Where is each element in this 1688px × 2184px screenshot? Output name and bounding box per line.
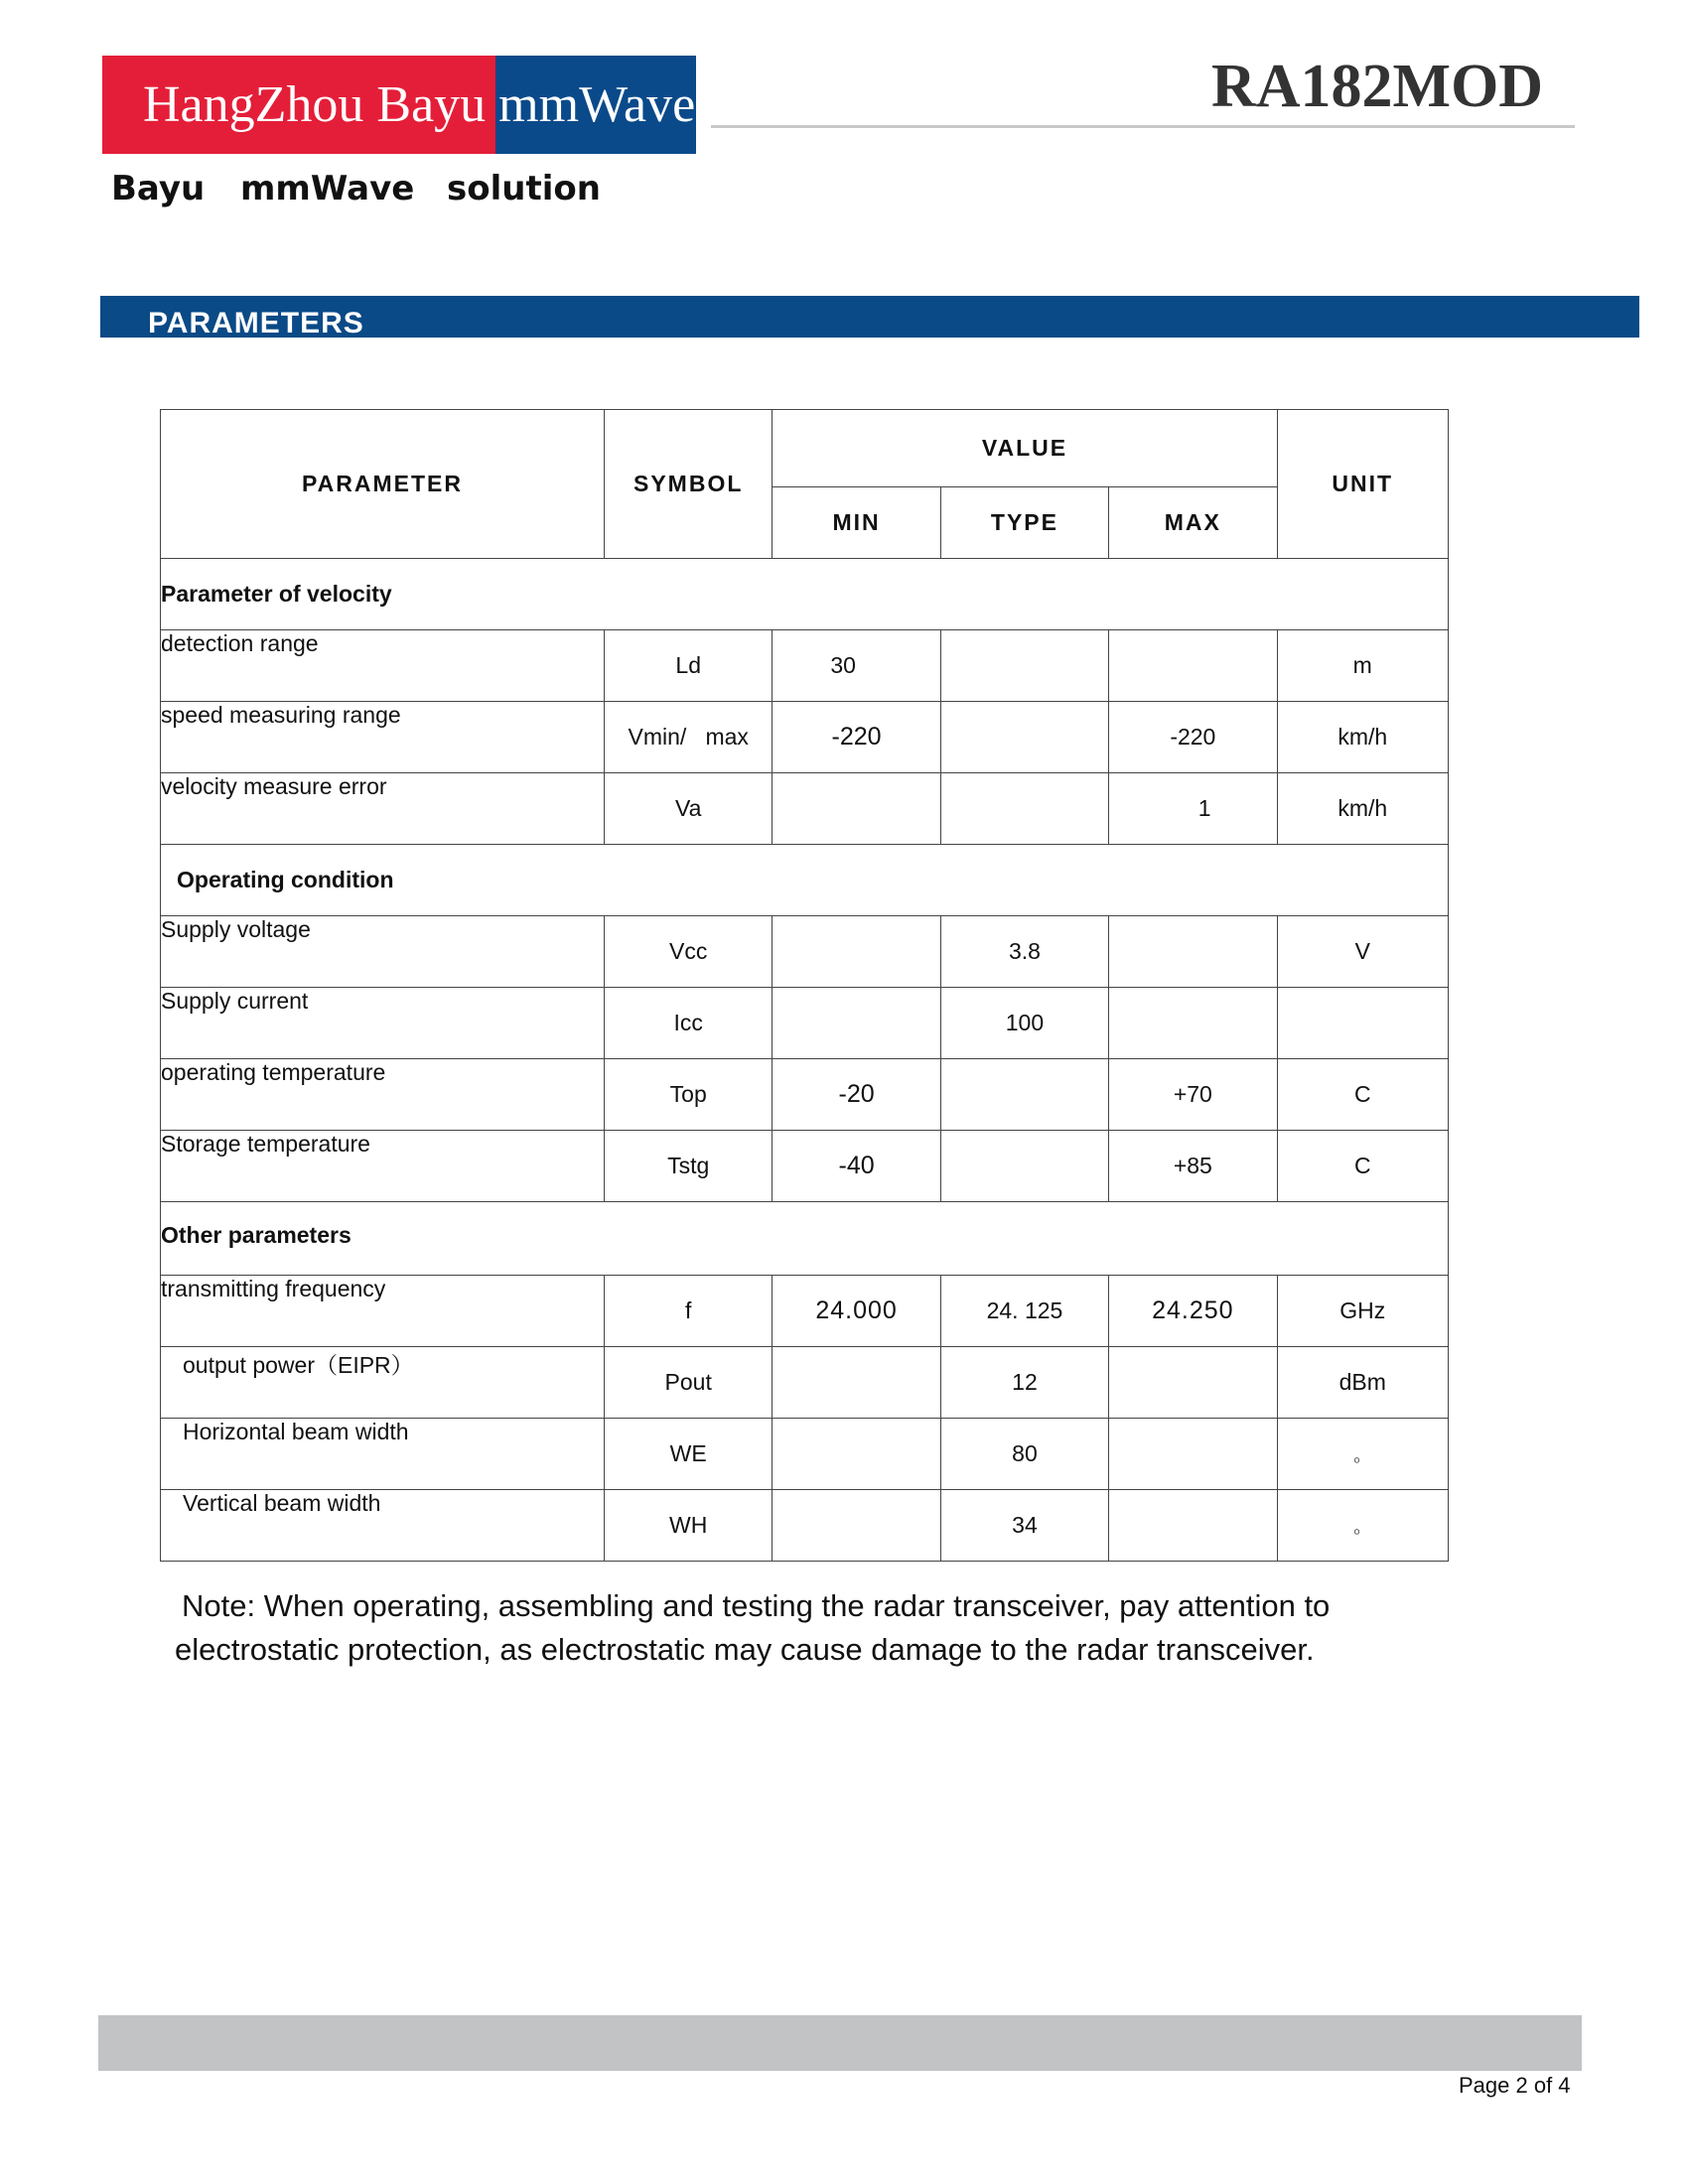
- row-symbol: Pout: [605, 1347, 773, 1419]
- row-symbol: f: [605, 1276, 773, 1347]
- header-parameter: PARAMETER: [161, 410, 605, 559]
- footer-bar: [98, 2015, 1582, 2071]
- row-unit: dBm: [1277, 1347, 1448, 1419]
- row-max: [1109, 916, 1277, 988]
- table-row: [161, 1131, 1449, 1202]
- header-type: TYPE: [940, 487, 1108, 559]
- note-line-2: electrostatic protection, as electrostatic may cause damage to the radar transceiver.: [175, 1632, 1315, 1667]
- tagline-word: solution: [447, 169, 601, 208]
- table-row: [161, 1347, 1449, 1419]
- row-name: operating temperature: [161, 1059, 605, 1131]
- row-name: Horizontal beam width: [161, 1419, 605, 1490]
- parameters-table: [160, 409, 1449, 1562]
- row-name: Vertical beam width: [161, 1490, 605, 1562]
- row-type: [940, 1131, 1108, 1202]
- table-row: [161, 630, 1449, 702]
- table-row: [161, 773, 1449, 845]
- row-symbol: Ld: [605, 630, 773, 702]
- row-name: Supply voltage: [161, 916, 605, 988]
- company-name-part2: mmWave: [498, 76, 696, 133]
- table-row: [161, 1490, 1449, 1562]
- row-symbol: WH: [605, 1490, 773, 1562]
- row-type: 24. 125: [940, 1276, 1108, 1347]
- header-min: MIN: [773, 487, 940, 559]
- row-type: [940, 630, 1108, 702]
- header-symbol: SYMBOL: [605, 410, 773, 559]
- row-name: Supply current: [161, 988, 605, 1059]
- row-max: [1109, 1347, 1277, 1419]
- row-max: +70: [1109, 1059, 1277, 1131]
- row-unit: km/h: [1277, 773, 1448, 845]
- row-type: 3.8: [940, 916, 1108, 988]
- esd-note: [175, 1584, 1373, 1672]
- row-min: -20: [773, 1059, 940, 1131]
- table-row: [161, 1419, 1449, 1490]
- section-title: PARAMETERS: [148, 307, 364, 340]
- row-symbol: Vmin/ max: [605, 702, 773, 773]
- group-other: Other parameters: [161, 1202, 1449, 1276]
- row-name: detection range: [161, 630, 605, 702]
- row-min: 30: [773, 630, 940, 702]
- row-max: 24.250: [1109, 1276, 1277, 1347]
- row-type: 34: [940, 1490, 1108, 1562]
- row-max: -220: [1109, 702, 1277, 773]
- company-name-part1: HangZhou Bayu: [143, 76, 487, 133]
- table-row: [161, 1276, 1449, 1347]
- row-unit: m: [1277, 630, 1448, 702]
- header-max: MAX: [1109, 487, 1277, 559]
- row-name: transmitting frequency: [161, 1276, 605, 1347]
- row-max: [1109, 988, 1277, 1059]
- header-divider: [711, 125, 1575, 128]
- row-symbol: Tstg: [605, 1131, 773, 1202]
- row-min: [773, 988, 940, 1059]
- row-min: [773, 1419, 940, 1490]
- row-unit: 。: [1277, 1419, 1448, 1490]
- header-value: VALUE: [773, 410, 1277, 487]
- row-unit: [1277, 988, 1448, 1059]
- row-min: 24.000: [773, 1276, 940, 1347]
- row-type: 100: [940, 988, 1108, 1059]
- row-min: [773, 916, 940, 988]
- row-min: -40: [773, 1131, 940, 1202]
- row-max: [1109, 1490, 1277, 1562]
- row-unit: GHz: [1277, 1276, 1448, 1347]
- row-type: [940, 1059, 1108, 1131]
- tagline-word: Bayu: [111, 169, 206, 208]
- row-unit: C: [1277, 1131, 1448, 1202]
- table-row: [161, 988, 1449, 1059]
- row-unit: km/h: [1277, 702, 1448, 773]
- table-row: [161, 916, 1449, 988]
- row-type: [940, 773, 1108, 845]
- row-max: [1109, 1419, 1277, 1490]
- table-row: [161, 1059, 1449, 1131]
- company-logo: [102, 56, 696, 154]
- group-velocity: Parameter of velocity: [161, 559, 1449, 630]
- row-min: [773, 773, 940, 845]
- row-min: [773, 1347, 940, 1419]
- note-line-1: Note: When operating, assembling and testing the radar transceiver, pay attention to: [182, 1588, 1331, 1623]
- row-min: -220: [773, 702, 940, 773]
- row-type: [940, 702, 1108, 773]
- row-unit: C: [1277, 1059, 1448, 1131]
- header-unit: UNIT: [1277, 410, 1448, 559]
- model-number: RA182MOD: [1211, 53, 1544, 120]
- row-max: +85: [1109, 1131, 1277, 1202]
- row-name: speed measuring range: [161, 702, 605, 773]
- row-symbol: Top: [605, 1059, 773, 1131]
- row-name: Storage temperature: [161, 1131, 605, 1202]
- row-type: 80: [940, 1419, 1108, 1490]
- row-symbol: Va: [605, 773, 773, 845]
- group-operating: Operating condition: [161, 845, 1449, 916]
- row-max: [1109, 630, 1277, 702]
- row-symbol: Vcc: [605, 916, 773, 988]
- table-row: [161, 702, 1449, 773]
- row-unit: 。: [1277, 1490, 1448, 1562]
- row-min: [773, 1490, 940, 1562]
- row-type: 12: [940, 1347, 1108, 1419]
- page-number: Page 2 of 4: [1459, 2073, 1571, 2098]
- row-symbol: Icc: [605, 988, 773, 1059]
- row-name: velocity measure error: [161, 773, 605, 845]
- row-max: 1: [1109, 773, 1277, 845]
- row-unit: V: [1277, 916, 1448, 988]
- row-symbol: WE: [605, 1419, 773, 1490]
- row-name: output power（EIPR）: [161, 1347, 605, 1419]
- tagline-word: mmWave: [240, 169, 415, 208]
- tagline: [111, 169, 601, 208]
